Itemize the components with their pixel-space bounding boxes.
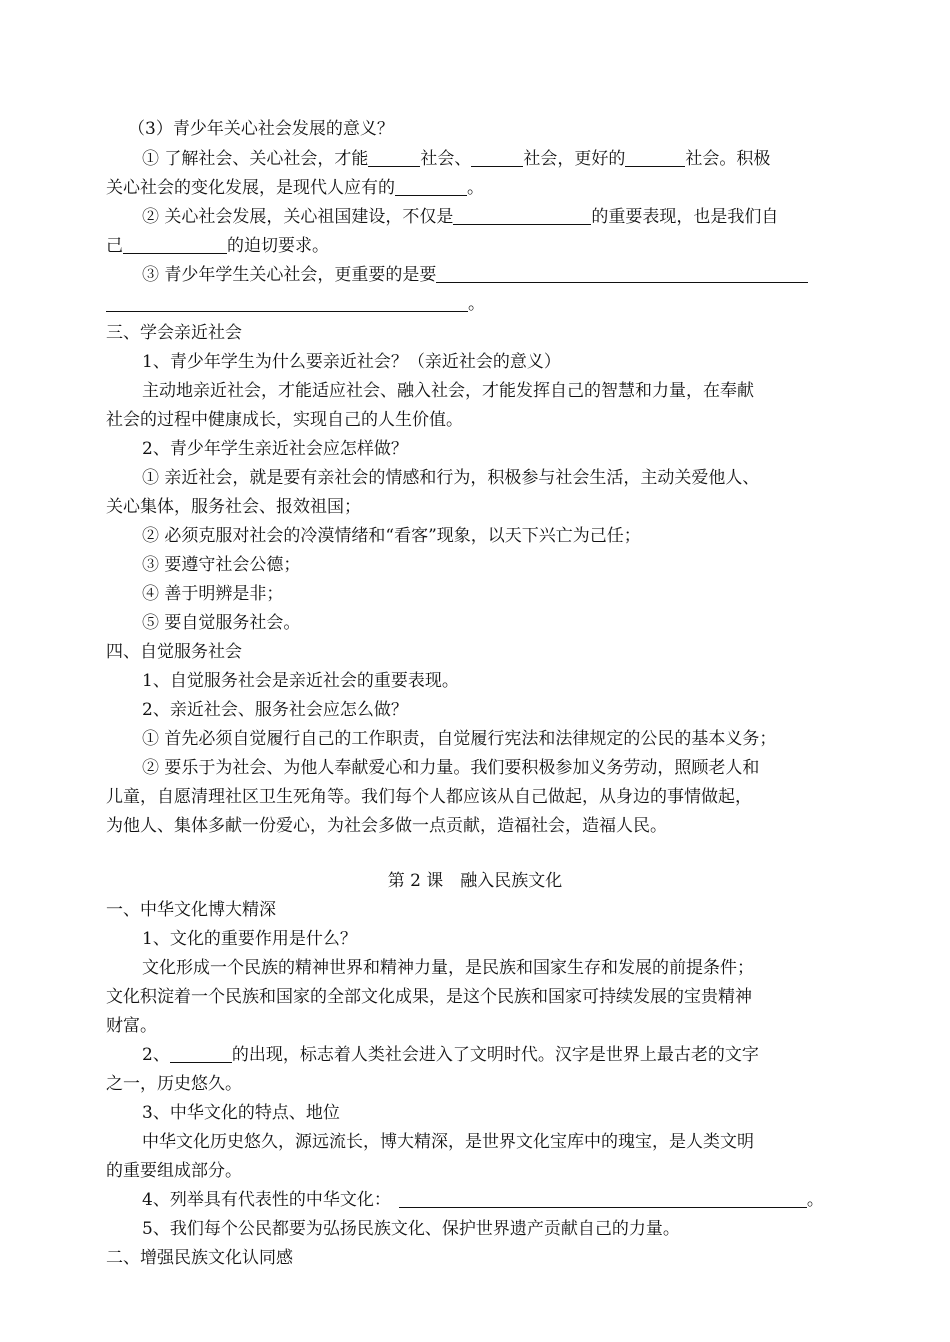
fill-in-line: ① 了解社会、关心社会，才能 社会、 社会，更好的 社会。积极 — [142, 149, 771, 169]
paragraph-line: ① 亲近社会，就是要有亲社会的情感和行为，积极参与社会生活，主动关爱他人、 — [142, 468, 760, 488]
paragraph-line: 为他人、集体多献一份爱心，为社会多做一点贡献，造福社会，造福人民。 — [106, 816, 667, 836]
fill-in-line: 己 的迫切要求。 — [106, 236, 329, 256]
section-heading: 二、增强民族文化认同感 — [106, 1248, 293, 1268]
answer-blank[interactable] — [399, 1189, 807, 1208]
answer-blank[interactable] — [395, 177, 467, 196]
answer-blank[interactable] — [123, 235, 227, 254]
answer-blank[interactable] — [625, 148, 685, 167]
section-heading: 一、中华文化博大精深 — [106, 900, 276, 920]
paragraph-line: ④ 善于明辨是非； — [142, 584, 284, 604]
answer-blank[interactable] — [436, 264, 808, 283]
paragraph-line: ② 必须克服对社会的冷漠情绪和“看客”现象，以天下兴亡为己任； — [142, 526, 641, 546]
fill-in-line: 关心社会的变化发展，是现代人应有的 。 — [106, 178, 484, 198]
fill-in-line: 2、 的出现，标志着人类社会进入了文明时代。汉字是世界上最古老的文字 — [142, 1045, 759, 1065]
paragraph-line: 文化积淀着一个民族和国家的全部文化成果，是这个民族和国家可持续发展的宝贵精神 — [106, 987, 752, 1007]
paragraph-line: ② 要乐于为社会、为他人奉献爱心和力量。我们要积极参加义务劳动，照顾老人和 — [142, 758, 760, 778]
question-heading: （3）青少年关心社会发展的意义？ — [128, 119, 394, 139]
section-heading: 四、自觉服务社会 — [106, 642, 242, 662]
answer-blank[interactable] — [106, 293, 468, 312]
question: 1、青少年学生为什么要亲近社会？（亲近社会的意义） — [142, 352, 561, 372]
paragraph-line: ⑤ 要自觉服务社会。 — [142, 613, 301, 633]
paragraph-line: 儿童，自愿清理社区卫生死角等。我们每个人都应该从自己做起，从身边的事情做起， — [106, 787, 752, 807]
paragraph-line: 财富。 — [106, 1016, 157, 1036]
section-heading: 三、学会亲近社会 — [106, 323, 242, 343]
paragraph-line: 主动地亲近社会，才能适应社会、融入社会，才能发挥自己的智慧和力量，在奉献 — [142, 381, 754, 401]
question: 1、文化的重要作用是什么？ — [142, 929, 357, 949]
answer-blank[interactable] — [170, 1044, 232, 1063]
paragraph-line: ③ 要遵守社会公德； — [142, 555, 301, 575]
paragraph-line: 5、我们每个公民都要为弘扬民族文化、保护世界遗产贡献自己的力量。 — [142, 1219, 680, 1239]
lesson-title: 第 2 课 融入民族文化 — [387, 871, 563, 891]
paragraph-line: 关心集体，服务社会、报效祖国； — [106, 497, 361, 517]
answer-blank[interactable] — [453, 206, 591, 225]
question: 2、青少年学生亲近社会应怎样做？ — [142, 439, 408, 459]
paragraph-line: ① 首先必须自觉履行自己的工作职责，自觉履行宪法和法律规定的公民的基本义务； — [142, 729, 777, 749]
question: 1、自觉服务社会是亲近社会的重要表现。 — [142, 671, 459, 691]
paragraph-line: 文化形成一个民族的精神世界和精神力量，是民族和国家生存和发展的前提条件； — [142, 958, 754, 978]
paragraph-line: 中华文化历史悠久，源远流长，博大精深，是世界文化宝库中的瑰宝，是人类文明 — [142, 1132, 754, 1152]
fill-in-line: ② 关心社会发展，关心祖国建设，不仅是 的重要表现，也是我们自 — [142, 207, 779, 227]
paragraph-line: 之一，历史悠久。 — [106, 1074, 242, 1094]
fill-in-line: ③ 青少年学生关心社会，更重要的是要 — [142, 264, 808, 288]
question: 2、亲近社会、服务社会应怎么做？ — [142, 700, 408, 720]
paragraph-line: 的重要组成部分。 — [106, 1161, 242, 1181]
paragraph-line: 社会的过程中健康成长，实现自己的人生价值。 — [106, 410, 463, 430]
answer-blank[interactable] — [368, 148, 420, 167]
fill-in-line: 4、列举具有代表性的中华文化： 。 — [142, 1190, 824, 1210]
fill-in-line: 。 — [106, 293, 485, 317]
question: 3、中华文化的特点、地位 — [142, 1103, 340, 1123]
answer-blank[interactable] — [471, 148, 523, 167]
